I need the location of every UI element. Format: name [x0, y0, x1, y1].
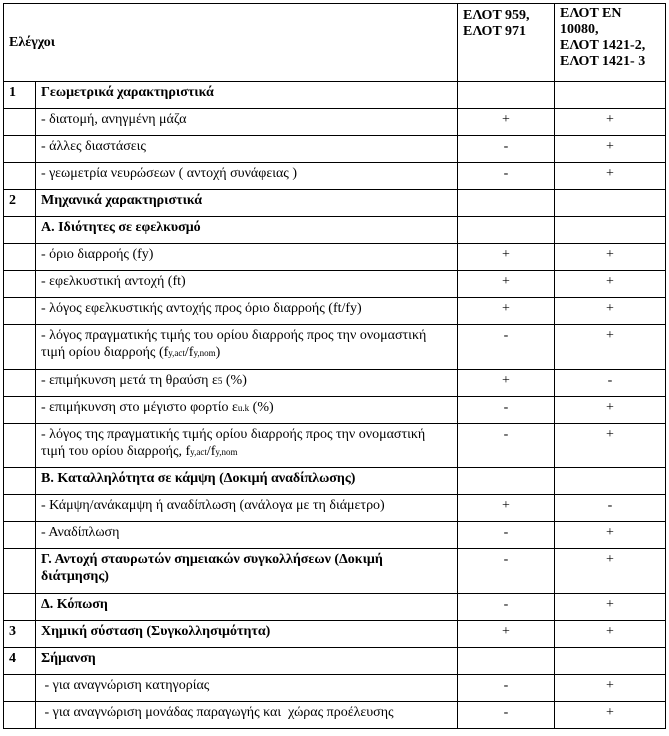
table-row: [4, 495, 666, 522]
section-title: Γεωμετρικά χαρακτηριστικά: [36, 82, 458, 109]
mark-col2: -: [555, 495, 666, 522]
subsection-row: [4, 594, 666, 621]
empty-cell: [555, 648, 666, 675]
empty-cell: [4, 244, 36, 271]
row-text: - για αναγνώριση κατηγορίας: [36, 675, 458, 702]
subsection-title: Α. Ιδιότητες σε εφελκυσμό: [36, 217, 458, 244]
mark-col2: +: [555, 109, 666, 136]
table-row: [4, 702, 666, 729]
row-text: - Αναδίπλωση: [36, 522, 458, 549]
mark-col2: +: [555, 244, 666, 271]
table-row: [4, 397, 666, 424]
mark-col1: -: [458, 136, 555, 163]
row-text: - λόγος της πραγματικής τιμής ορίου διαρροής προς την ονομαστική τιμή του ορίου διαρροής, fy,act/fy,nom: [36, 424, 458, 468]
row-text: - γεωμετρία νευρώσεων ( αντοχή συνάφειας ): [36, 163, 458, 190]
empty-cell: [4, 702, 36, 729]
mark-col1: -: [458, 397, 555, 424]
empty-cell: [458, 468, 555, 495]
empty-cell: [4, 271, 36, 298]
section-row: [4, 82, 666, 109]
mark-col2: +: [555, 594, 666, 621]
empty-cell: [4, 136, 36, 163]
table-row: [4, 298, 666, 325]
empty-cell: [4, 424, 36, 468]
empty-cell: [4, 298, 36, 325]
section-row: [4, 621, 666, 648]
row-text: - λόγος πραγματικής τιμής του ορίου διαρροής προς την ονομαστική τιμή ορίου διαρροής (fy,act/fy,nom): [36, 325, 458, 370]
row-text: - για αναγνώριση μονάδας παραγωγής και χώρας προέλευσης: [36, 702, 458, 729]
section-title: Χημική σύσταση (Συγκολλησιμότητα): [36, 621, 458, 648]
row-text: - Κάμψη/ανάκαμψη ή αναδίπλωση (ανάλογα με τη διάμετρο): [36, 495, 458, 522]
empty-cell: [458, 217, 555, 244]
empty-cell: [4, 468, 36, 495]
mark-col2: +: [555, 397, 666, 424]
mark-col2: +: [555, 702, 666, 729]
empty-cell: [4, 594, 36, 621]
section-row: [4, 190, 666, 217]
empty-cell: [4, 163, 36, 190]
subsection-title: Δ. Κόπωση: [36, 594, 458, 621]
header-label: Ελέγχοι: [4, 4, 458, 82]
table-row: [4, 136, 666, 163]
section-number: 2: [4, 190, 36, 217]
mark-col1: +: [458, 370, 555, 397]
mark-col2: +: [555, 298, 666, 325]
mark-col1: +: [458, 109, 555, 136]
mark-col1: +: [458, 271, 555, 298]
mark-col1: -: [458, 549, 555, 594]
table-row: [4, 675, 666, 702]
empty-cell: [458, 648, 555, 675]
mark-col1: -: [458, 325, 555, 370]
mark-col1: +: [458, 621, 555, 648]
subsection-title: Γ. Αντοχή σταυρωτών σημειακών συγκολλήσεων (Δοκιμή διάτμησης): [36, 549, 458, 594]
empty-cell: [555, 468, 666, 495]
empty-cell: [458, 82, 555, 109]
row-text: - διατομή, ανηγμένη μάζα: [36, 109, 458, 136]
mark-col1: +: [458, 495, 555, 522]
mark-col1: -: [458, 424, 555, 468]
section-number: 1: [4, 82, 36, 109]
empty-cell: [555, 82, 666, 109]
mark-col2: +: [555, 424, 666, 468]
empty-cell: [4, 495, 36, 522]
empty-cell: [4, 109, 36, 136]
row-text: - λόγος εφελκυστικής αντοχής προς όριο διαρροής (ft/fy): [36, 298, 458, 325]
empty-cell: [4, 325, 36, 370]
table-row: [4, 325, 666, 370]
mark-col2: +: [555, 271, 666, 298]
table-row: [4, 244, 666, 271]
header-col-elot-en: ΕΛΟΤ ΕΝ 10080, ΕΛΟΤ 1421-2, ΕΛΟΤ 1421- 3: [555, 4, 666, 82]
empty-cell: [4, 370, 36, 397]
section-title: Σήμανση: [36, 648, 458, 675]
section-number: 4: [4, 648, 36, 675]
mark-col2: +: [555, 163, 666, 190]
mark-col2: +: [555, 549, 666, 594]
mark-col1: -: [458, 702, 555, 729]
subsection-row: [4, 468, 666, 495]
subsection-row: [4, 549, 666, 594]
mark-col2: -: [555, 370, 666, 397]
mark-col1: -: [458, 163, 555, 190]
mark-col1: +: [458, 244, 555, 271]
empty-cell: [4, 675, 36, 702]
mark-col1: -: [458, 522, 555, 549]
mark-col1: -: [458, 675, 555, 702]
empty-cell: [555, 217, 666, 244]
empty-cell: [4, 522, 36, 549]
table-row: [4, 522, 666, 549]
empty-cell: [458, 190, 555, 217]
row-text: - επιμήκυνση στο μέγιστο φορτίο εu.k (%): [36, 397, 458, 424]
section-number: 3: [4, 621, 36, 648]
table-row: [4, 424, 666, 468]
mark-col1: +: [458, 298, 555, 325]
empty-cell: [555, 190, 666, 217]
mark-col2: +: [555, 136, 666, 163]
mark-col2: +: [555, 621, 666, 648]
subsection-title: Β. Καταλληλότητα σε κάμψη (Δοκιμή αναδίπλωσης): [36, 468, 458, 495]
mark-col2: +: [555, 675, 666, 702]
section-row: [4, 648, 666, 675]
table-row: [4, 370, 666, 397]
row-text: - εφελκυστική αντοχή (ft): [36, 271, 458, 298]
mark-col2: +: [555, 325, 666, 370]
row-text: - όριο διαρροής (fy): [36, 244, 458, 271]
row-text: - άλλες διαστάσεις: [36, 136, 458, 163]
mark-col2: +: [555, 522, 666, 549]
empty-cell: [4, 549, 36, 594]
section-title: Μηχανικά χαρακτηριστικά: [36, 190, 458, 217]
header-col-elot-959: ΕΛΟΤ 959, ΕΛΟΤ 971: [458, 4, 555, 82]
subsection-row: [4, 217, 666, 244]
row-text: - επιμήκυνση μετά τη θραύση ε5 (%): [36, 370, 458, 397]
inspection-table: [3, 3, 666, 729]
table-row: [4, 271, 666, 298]
table-row: [4, 163, 666, 190]
mark-col1: -: [458, 594, 555, 621]
empty-cell: [4, 217, 36, 244]
table-row: [4, 109, 666, 136]
table-header-row: [4, 4, 666, 82]
empty-cell: [4, 397, 36, 424]
